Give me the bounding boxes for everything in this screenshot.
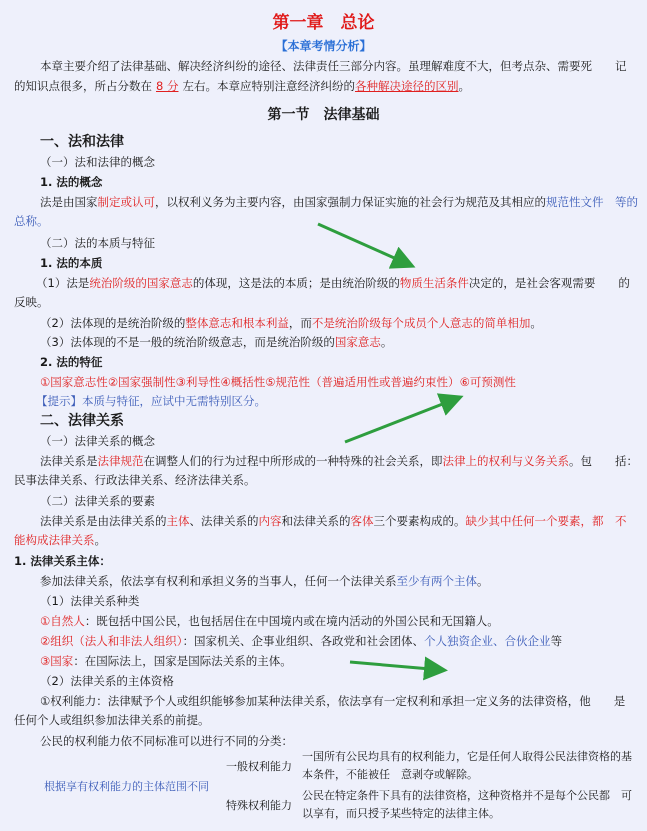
concept-head: 1. 法的概念 (40, 175, 103, 189)
subject-line: 参加法律关系，依法享有权利和承担义务的当事人，任何一个法律关系至少有两个主体。 (40, 574, 489, 588)
arrow-3 (350, 662, 442, 670)
heading-law: 一、法和法律 (40, 134, 124, 150)
essence-1: （1）法是统治阶级的国家意志的体现，这是法的本质；是由统治阶级的物质生活条件决定的，是社会客观需要 的 (36, 276, 630, 290)
kinds-head: （1）法律关系种类 (40, 594, 140, 608)
feature-head: 2. 法的特征 (40, 355, 103, 369)
row2-label: 特殊权利能力 (226, 799, 292, 812)
sub-relation-concept: （一）法律关系的概念 (40, 434, 155, 448)
concept-line-2: 总称。 (14, 214, 49, 228)
relation-line-2: 民事法律关系、行政法律关系、经济法律关系。 (14, 473, 256, 487)
feature-list: ①国家意志性②国家强制性③利导性④概括性⑤规范性（普遍适用性或普遍约束性）⑥可预测性 (40, 375, 516, 389)
qual-line-2: 任何个人或组织参加法律关系的前提。 (14, 713, 210, 727)
essence-3: （3）法体现的不是一般的统治阶级意志，而是统治阶级的国家意志。 (40, 335, 393, 349)
sub-concept: （一）法和法律的概念 (40, 155, 155, 169)
analysis-label: 【本章考情分析】 (275, 39, 372, 53)
kind-1: ①自然人：既包括中国公民，也包括居住在中国境内或在境内活动的外国公民和无国籍人。 (40, 614, 499, 628)
relation-line-1: 法律关系是法律规范在调整人们的行为过程中所形成的一种特殊的社会关系，即法律上的权利与义务关系。包 括： (40, 454, 638, 468)
intro-line-1: 本章主要介绍了法律基础、解决经济纠纷的途径、法律责任三部分内容。虽理解难度不大，但考点杂、需要死 记 (40, 59, 627, 73)
sub-essence: （二）法的本质与特征 (40, 236, 155, 250)
row1-label: 一般权利能力 (226, 760, 292, 773)
section-title: 第一节 法律基础 (267, 107, 380, 123)
subject-head: 1. 法律关系主体： (14, 554, 111, 568)
chapter-title: 第一章 总论 (272, 13, 375, 33)
kind-3: ③国家：在国际法上，国家是国际法关系的主体。 (40, 654, 292, 668)
qual-head: （2）法律关系的主体资格 (40, 674, 174, 688)
essence-1-cont: 反映。 (14, 295, 49, 309)
intro-line-2: 的知识点很多，所占分数在 8 分 左右。本章应特别注意经济纠纷的各种解决途径的区别。 (14, 79, 470, 93)
qual-line-3: 公民的权利能力依不同标准可以进行不同的分类： (40, 734, 293, 748)
essence-2: （2）法体现的是统治阶级的整体意志和根本利益，而不是统治阶级每个成员个人意志的简单相加。 (40, 316, 542, 330)
row2-text: 公民在特定条件下具有的法律资格，这种资格并不是每个公民都 可以享有，而只授予某些特定的法律主体。 (302, 789, 632, 820)
tip-line: 【提示】本质与特征，应试中无需特别区分。 (36, 394, 266, 408)
heading-relation: 二、法律关系 (40, 413, 124, 429)
row1-text: 一国所有公民均具有的权利能力，它是任何人取得公民法律资格的基本条件，不能被任 意剥夺或解除。 (302, 750, 632, 781)
emphasis-text: 各种解决途径的区别 (354, 79, 459, 93)
elements-line-2: 能构成法律关系。 (14, 533, 106, 547)
sub-elements: （二）法律关系的要素 (40, 494, 155, 508)
qual-line-1: ①权利能力：法律赋予个人或组织能够参加某种法律关系，依法享有一定权利和承担一定义务的法律资格，他 是 (40, 694, 626, 708)
arrow-2 (345, 398, 458, 442)
elements-line-1: 法律关系是由法律关系的主体、法律关系的内容和法律关系的客体三个要素构成的。缺少其中任何一个要素，都 不 (40, 514, 627, 528)
score-value: 8 分 (156, 79, 179, 93)
essence-head: 1. 法的本质 (40, 256, 103, 270)
kind-2: ②组织（法人和非法人组织）：国家机关、企事业组织、各政党和社会团体、个人独资企业、合伙企业等 (40, 634, 563, 648)
concept-line-1: 法是由国家制定或认可，以权利义务为主要内容，由国家强制力保证实施的社会行为规范及其相应的规范性文件 等的 (40, 195, 638, 209)
arrow-1 (318, 224, 410, 265)
table-left-label: 根据享有权利能力的主体范围不同 (44, 780, 209, 793)
